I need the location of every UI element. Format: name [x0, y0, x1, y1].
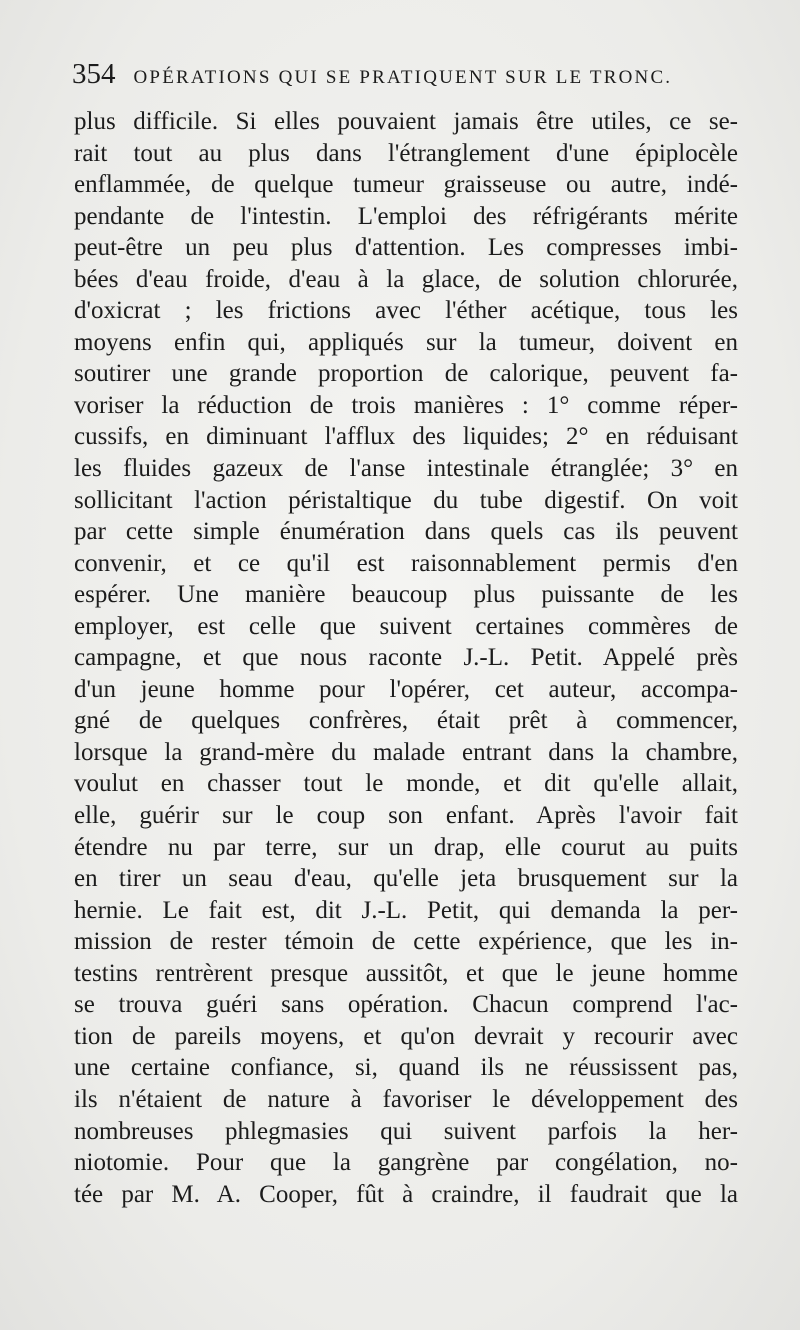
text-line: moyens enfin qui, appliqués sur la tumeur, doivent en [74, 328, 738, 356]
text-line: lorsque la grand-mère du malade entrant dans la chambre, [74, 738, 738, 766]
text-line: cussifs, en diminuant l'afflux des liquides; 2° en réduisant [74, 423, 738, 451]
text-line: d'oxicrat ; les frictions avec l'éther acétique, tous les [74, 297, 738, 325]
text-line: étendre nu par terre, sur un drap, elle courut au puits [74, 833, 738, 861]
text-line: convenir, et ce qu'il est raisonnablement permis d'en [74, 549, 738, 577]
text-line: ils n'étaient de nature à favoriser le développement des [74, 1085, 738, 1113]
text-line: se trouva guéri sans opération. Chacun comprend l'ac- [74, 991, 738, 1019]
page-number: 354 [72, 58, 116, 90]
body-text [74, 106, 738, 1210]
text-line: peut-être un peu plus d'attention. Les compresses imbi- [74, 234, 738, 262]
text-line: mission de rester témoin de cette expérience, que les in- [74, 928, 738, 956]
text-line: tée par M. A. Cooper, fût à craindre, il faudrait que la [74, 1180, 738, 1208]
text-line: par cette simple énumération dans quels cas ils peuvent [74, 518, 738, 546]
text-line: gné de quelques confrères, était prêt à commencer, [74, 707, 738, 735]
text-line: voriser la réduction de trois manières : 1° comme réper- [74, 391, 738, 419]
text-line: voulut en chasser tout le monde, et dit qu'elle allait, [74, 770, 738, 798]
text-line: sollicitant l'action péristaltique du tube digestif. On voit [74, 486, 738, 514]
text-line: rait tout au plus dans l'étranglement d'une épiplocèle [74, 139, 738, 167]
text-line: testins rentrèrent presque aussitôt, et que le jeune homme [74, 959, 738, 987]
text-line: une certaine confiance, si, quand ils ne réussissent pas, [74, 1054, 738, 1082]
text-line: tion de pareils moyens, et qu'on devrait y recourir avec [74, 1022, 738, 1050]
text-line: en tirer un seau d'eau, qu'elle jeta brusquement sur la [74, 865, 738, 893]
text-line: niotomie. Pour que la gangrène par congélation, no- [74, 1149, 738, 1177]
text-line: d'un jeune homme pour l'opérer, cet auteur, accompa- [74, 675, 738, 703]
text-line: pendante de l'intestin. L'emploi des réfrigérants mérite [74, 202, 738, 230]
text-line: soutirer une grande proportion de calorique, peuvent fa- [74, 360, 738, 388]
running-title: OPÉRATIONS QUI SE PRATIQUENT SUR LE TRONC. [133, 67, 673, 88]
text-line: les fluides gazeux de l'anse intestinale étranglée; 3° en [74, 455, 738, 483]
text-line: nombreuses phlegmasies qui suivent parfois la her- [74, 1117, 738, 1145]
text-line: enflammée, de quelque tumeur graisseuse ou autre, indé- [74, 171, 738, 199]
text-line: espérer. Une manière beaucoup plus puissante de les [74, 581, 738, 609]
text-line: employer, est celle que suivent certaines commères de [74, 612, 738, 640]
text-line: bées d'eau froide, d'eau à la glace, de solution chlorurée, [74, 265, 738, 293]
text-line: hernie. Le fait est, dit J.-L. Petit, qui demanda la per- [74, 896, 738, 924]
page-header [72, 58, 732, 98]
text-line: plus difficile. Si elles pouvaient jamais être utiles, ce se- [74, 108, 738, 135]
text-line: elle, guérir sur le coup son enfant. Après l'avoir fait [74, 802, 738, 830]
text-line: campagne, et que nous raconte J.-L. Petit. Appelé près [74, 644, 738, 672]
